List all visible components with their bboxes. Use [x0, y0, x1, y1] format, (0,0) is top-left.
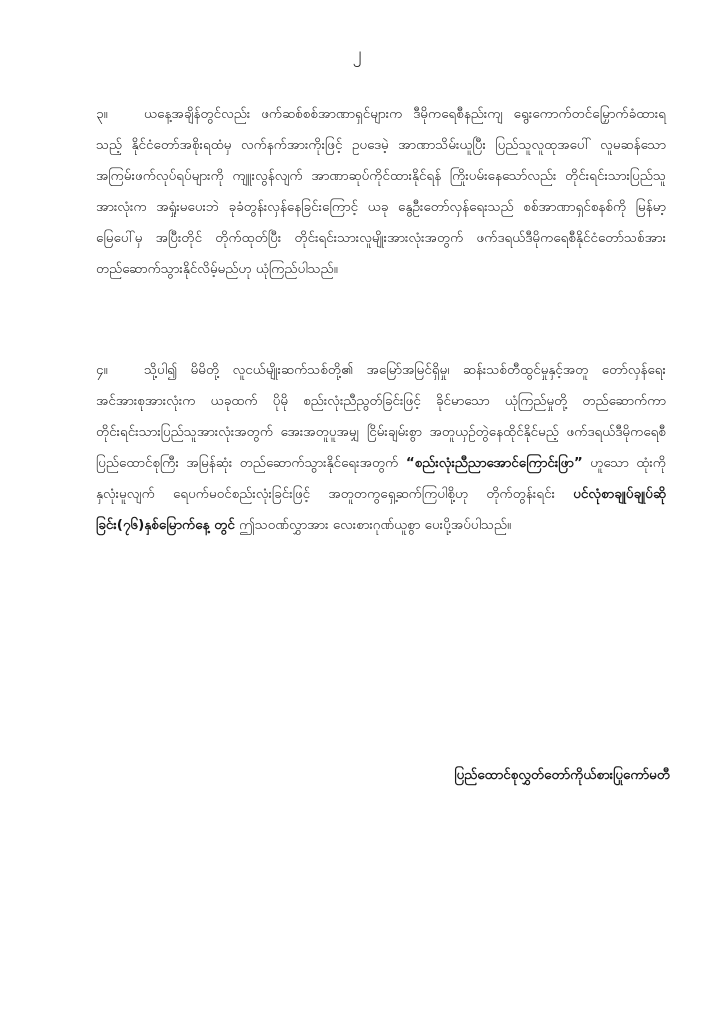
paragraph-4	[96, 355, 666, 541]
paragraph-text-a: သို့ပါ၍ မိမိတို့ လူငယ်မျိုးဆက်သစ်တို့၏ အမြော်အမြင်ရှိမှု၊ ဆန်းသစ်တီထွင်မှုနှင့်အတူ တော်လှန်ရေးအင်အားစုအားလုံးက ယခုထက် ပိုမို စည်းလုံးညီညွတ်ခြင်းဖြင့် ခိုင်မာသော ယုံကြည်မှုတို့ တည်ဆောက်ကာ တိုင်းရင်းသားပြည်သူအားလုံးအတွက် အေးအတူပူအမျှ ငြိမ်းချမ်းစွာ အတူယှဉ်တွဲနေထိုင်နိုင်မည့် ဖက်ဒရယ်ဒီမိုကရေစီပြည်ထောင်စုကြီး အမြန်ဆုံး တည်ဆောက်သွားနိုင်ရေးအတွက်	[96, 362, 666, 471]
signature-committee: ပြည်ထောင်စုလွှတ်တော်ကိုယ်စားပြုကော်မတီ	[454, 767, 670, 783]
page-number: ၂	[352, 43, 362, 64]
paragraph-text: ယနေ့အချိန်တွင်လည်း ဖက်ဆစ်စစ်အာဏာရှင်များက ဒီမိုကရေစီနည်းကျ ရွေးကောက်တင်မြှောက်ခံထားရသည့် နိုင်ငံတော်အစိုးရထံမှ လက်နက်အားကိုးဖြင့် ဥပဒေမဲ့ အာဏာသိမ်းယူပြီး ပြည်သူလူထုအပေါ် လူမဆန်သော အကြမ်းဖက်လုပ်ရပ်များကို ကျူးလွန်လျက် အာဏာဆုပ်ကိုင်ထားနိုင်ရန် ကြိုးပမ်းနေသော်လည်း တိုင်းရင်းသားပြည်သူအားလုံးက အရှုံးမပေးဘဲ ခုခံတွန်းလှန်နေခြင်းကြောင့် ယခု နွေဦးတော်လှန်ရေးသည် စစ်အာဏာရှင်စနစ်ကို မြန်မာ့မြေပေါ်မှ အပြီးတိုင် တိုက်ထုတ်ပြီး တိုင်းရင်းသားလူမျိုးအားလုံးအတွက် ဖက်ဒရယ်ဒီမိုကရေစီနိုင်ငံတော်သစ်အား တည်ဆောက်သွားနိုင်လိမ့်မည်ဟု ယုံကြည်ပါသည်။	[96, 106, 666, 277]
paragraph-3	[96, 99, 666, 285]
event-text: ပင်လုံစာချုပ်ချုပ်ဆိုခြင်း(၇၆)နှစ်မြောက်နေ့ တွင်	[96, 486, 666, 533]
paragraph-number: ၄။	[96, 362, 108, 378]
paragraph-number: ၃။	[96, 106, 108, 122]
paragraph-text-c: ဤသဝဏ်လွှာအား လေးစားဂုဏ်ယူစွာ ပေးပို့အပ်ပါသည်။	[234, 517, 512, 533]
slogan-text: “စည်းလုံးညီညာအောင်ကြောင်းဖြာ”	[405, 455, 583, 471]
paragraph-text-b: ဟူသော ထုံးကိုနှလုံးမူလျက် ရေပက်မဝင်စည်းလုံးခြင်းဖြင့် အတူတကွရှေ့ဆက်ကြပါစို့ဟု တိုက်တွန်းရင်း	[96, 455, 667, 502]
